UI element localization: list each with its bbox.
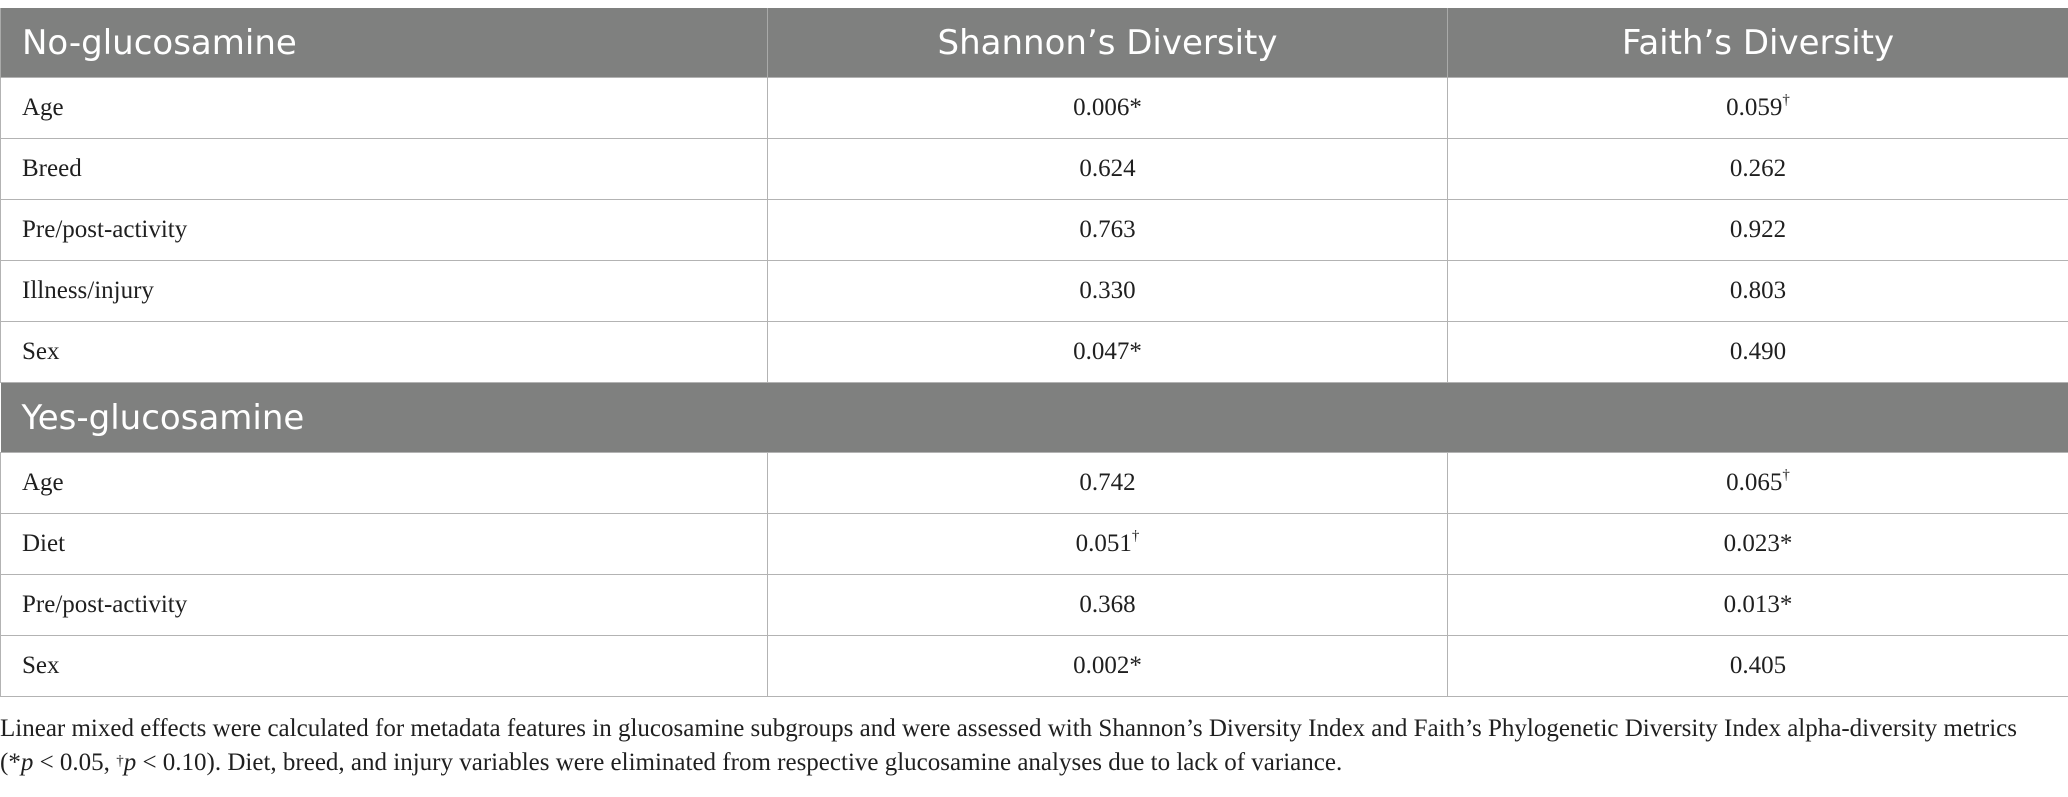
dagger-mark: † xyxy=(116,753,124,769)
row-label: Pre/post-activity xyxy=(1,575,768,636)
table-row xyxy=(1,200,2068,261)
table-row xyxy=(1,453,2068,514)
row-label: Diet xyxy=(1,514,768,575)
table-row xyxy=(1,575,2068,636)
table-footnote: Linear mixed effects were calculated for metadata features in glucosamine subgroups and were assessed with Shannon’s Diversity Index and Faith’s Phylogenetic Diversity Index alpha-diversity metrics (*p < 0.05, †p < 0.10). Diet, breed, and injury variables were eliminated from respective glucosamine analyses due to lack of variance. xyxy=(0,715,2017,776)
row-label: Sex xyxy=(1,322,768,383)
table-row xyxy=(1,139,2068,200)
row-label: Breed xyxy=(1,139,768,200)
table-row xyxy=(1,636,2068,697)
faith-value: 0.059† xyxy=(1448,78,2068,139)
section-header-row xyxy=(1,383,2068,453)
shannon-value: 0.002* xyxy=(768,636,1448,697)
row-label: Illness/injury xyxy=(1,261,768,322)
table-header-row xyxy=(1,8,2068,78)
row-label: Age xyxy=(1,78,768,139)
table-row xyxy=(1,261,2068,322)
shannon-value: 0.330 xyxy=(768,261,1448,322)
shannon-value: 0.742 xyxy=(768,453,1448,514)
faith-value: 0.490 xyxy=(1448,322,2068,383)
faith-value: 0.922 xyxy=(1448,200,2068,261)
shannon-value: 0.006* xyxy=(768,78,1448,139)
dagger-mark: † xyxy=(1131,528,1140,544)
table-row xyxy=(1,78,2068,139)
faith-value: 0.803 xyxy=(1448,261,2068,322)
shannon-value: 0.047* xyxy=(768,322,1448,383)
faith-value: 0.405 xyxy=(1448,636,2068,697)
column-header-shannon: Shannon’s Diversity xyxy=(768,8,1448,78)
shannon-value: 0.368 xyxy=(768,575,1448,636)
row-label: Age xyxy=(1,453,768,514)
faith-value: 0.065† xyxy=(1448,453,2068,514)
faith-value: 0.013* xyxy=(1448,575,2068,636)
column-header-faith: Faith’s Diversity xyxy=(1448,8,2068,78)
faith-value: 0.023* xyxy=(1448,514,2068,575)
dagger-mark: † xyxy=(1782,92,1790,108)
row-label: Sex xyxy=(1,636,768,697)
results-table xyxy=(0,8,2068,697)
table-row xyxy=(1,514,2068,575)
group-header-yes-glucosamine: Yes-glucosamine xyxy=(1,383,2068,453)
faith-value: 0.262 xyxy=(1448,139,2068,200)
row-label: Pre/post-activity xyxy=(1,200,768,261)
shannon-value: 0.763 xyxy=(768,200,1448,261)
group-header-no-glucosamine: No-glucosamine xyxy=(1,8,768,78)
shannon-value: 0.624 xyxy=(768,139,1448,200)
table-row xyxy=(1,322,2068,383)
shannon-value: 0.051† xyxy=(768,514,1448,575)
dagger-mark: † xyxy=(1782,467,1790,483)
